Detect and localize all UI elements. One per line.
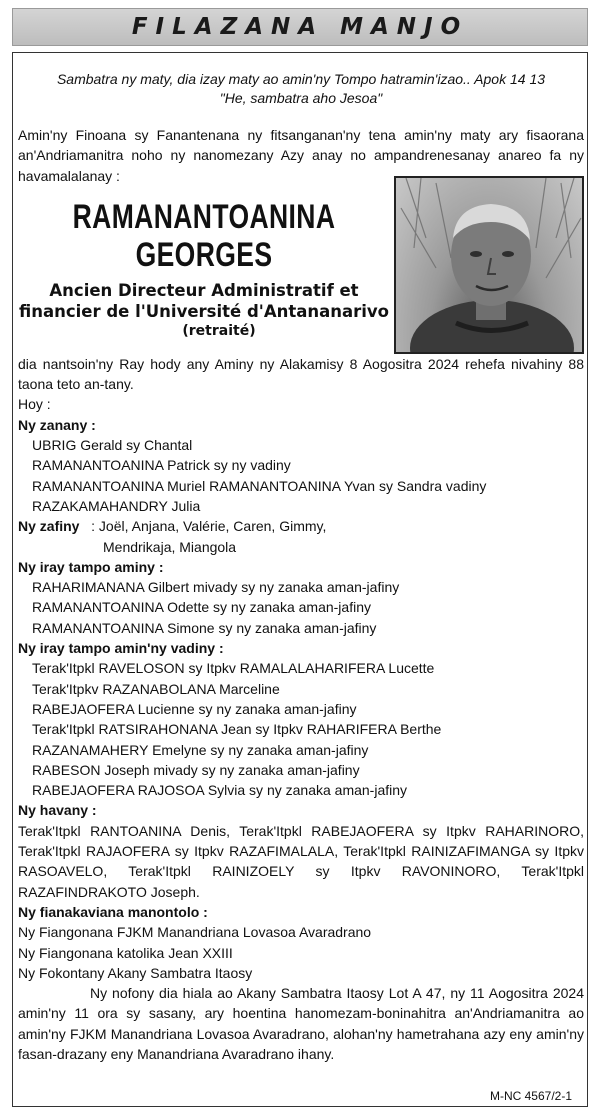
list-item: RABEJAOFERA RAJOSOA Sylvia sy ny zanaka aman-jafiny (32, 782, 408, 799)
intro-text: Amin'ny Finoana sy Fanantenana ny fitsanganan'ny tena amin'ny maty ary fisaorana an'Andriamanitra noho ny nanomezany Azy anay no ampandrenesanay anareo fa ny havamalalanay : (18, 127, 584, 184)
havany-text: Terak'Itpkl RANTOANINA Denis, Terak'Itpkl RABEJAOFERA sy Itpkv RAHARINORO, Terak'Itpkl RAJAOFERA sy Itpkv RAZAFIMALALA, Terak'Itpkl RAINIZAFIMANGA sy Itpkv RASOAVELO, Terak'Itpkl RAINIZOELY sy Itpkv RAVONINORO, Terak'Itpkl RAZAFINDRAKOTO Joseph. (18, 822, 584, 900)
list-item: RAZAKAMAHANDRY Julia (32, 497, 201, 514)
deceased-surname: RAMANANTOANINA (72, 197, 336, 236)
list-item: RAHARIMANANA Gilbert mivady sy ny zanaka aman-jafiny (32, 579, 400, 596)
notice-title: FILAZANA MANJO (131, 14, 469, 40)
list-item: RAMANANTOANINA Simone sy ny zanaka aman-jafiny (32, 619, 377, 636)
list-item: RAMANANTOANINA Odette sy ny zanaka aman-jafiny (32, 599, 371, 616)
deceased-title: Ancien Directeur Administratif et (49, 280, 359, 300)
zafiny-line: : Joël, Anjana, Valérie, Caren, Gimmy, (91, 518, 327, 535)
section-label-iray-tampo: Ny iray tampo aminy : (18, 558, 164, 575)
portrait-photo-icon (394, 176, 584, 354)
zafiny-line: Mendrikaja, Miangola (103, 538, 237, 555)
section-label-fianakaviana: Ny fianakaviana manontolo : (18, 903, 208, 920)
section-label-havany: Ny havany : (18, 802, 97, 819)
list-item: RABESON Joseph mivady sy ny zanaka aman-jafiny (32, 761, 360, 778)
list-item: Ny Fiangonana FJKM Manandriana Lovasoa Avaradrano (18, 924, 372, 941)
epigraph-line: Sambatra ny maty, dia izay maty ao amin'ny Tompo hatramin'izao.. Apok 14 13 (56, 71, 546, 87)
deceased-title: financier de l'Université d'Antananarivo (18, 301, 390, 321)
section-label-zafiny: Ny zafiny (18, 518, 80, 535)
funeral-text: Ny nofony dia hiala ao Akany Sambatra Itaosy Lot A 47, ny 11 Aogositra 2024 amin'ny 11 ora sy sasany, ary hoentina hanomezam-boninahitra an'Andriamanitra ao amin'ny FJKM Manandriana Lovasoa Avaradrano, alohan'ny hametrahana azy eny amin'ny fasan-drazany eny Manandriana Avaradrano ihany. (18, 985, 584, 1062)
deceased-firstname: GEORGES (135, 235, 273, 274)
list-item: Terak'Itpkl RAVELOSON sy Itpkv RAMALALAHARIFERA Lucette (32, 660, 435, 677)
list-item: RAMANANTOANINA Patrick sy ny vadiny (32, 457, 291, 474)
list-item: RAZANAMAHERY Emelyne sy ny zanaka aman-jafiny (32, 741, 369, 758)
epigraph-line: "He, sambatra aho Jesoa" (219, 90, 383, 106)
list-item: RABEJAOFERA Lucienne sy ny zanaka aman-jafiny (32, 700, 357, 717)
list-item: Ny Fokontany Akany Sambatra Itaosy (18, 964, 253, 981)
deceased-title: (retraité) (182, 322, 256, 339)
list-item: UBRIG Gerald sy Chantal (32, 437, 193, 454)
deceased-block (18, 186, 390, 354)
hoy-label: Hoy : (18, 396, 51, 413)
list-item: Terak'Itpkv RAZANABOLANA Marceline (32, 680, 280, 697)
zafiny-block (18, 516, 584, 557)
list-item: Ny Fiangonana katolika Jean XXIII (18, 944, 233, 961)
section-label-zanany: Ny zanany : (18, 416, 96, 433)
list-item: RAMANANTOANINA Muriel RAMANANTOANINA Yvan sy Sandra vadiny (32, 477, 487, 494)
epigraph (18, 70, 584, 108)
deceased-row (18, 186, 584, 354)
reference-code: M-NC 4567/2-1 (489, 1089, 572, 1103)
announcement-text: dia nantsoin'ny Ray hody any Aminy ny Alakamisy 8 Aogositra 2024 rehefa nivahiny 88 taona teto an-tany. (18, 355, 584, 393)
section-label-iray-tampo-vadiny: Ny iray tampo amin'ny vadiny : (18, 640, 224, 657)
list-item: Terak'Itpkl RATSIRAHONANA Jean sy Itpkv RAHARIFERA Berthe (32, 721, 442, 738)
notice-body (18, 70, 584, 1064)
notice-header (12, 8, 588, 46)
